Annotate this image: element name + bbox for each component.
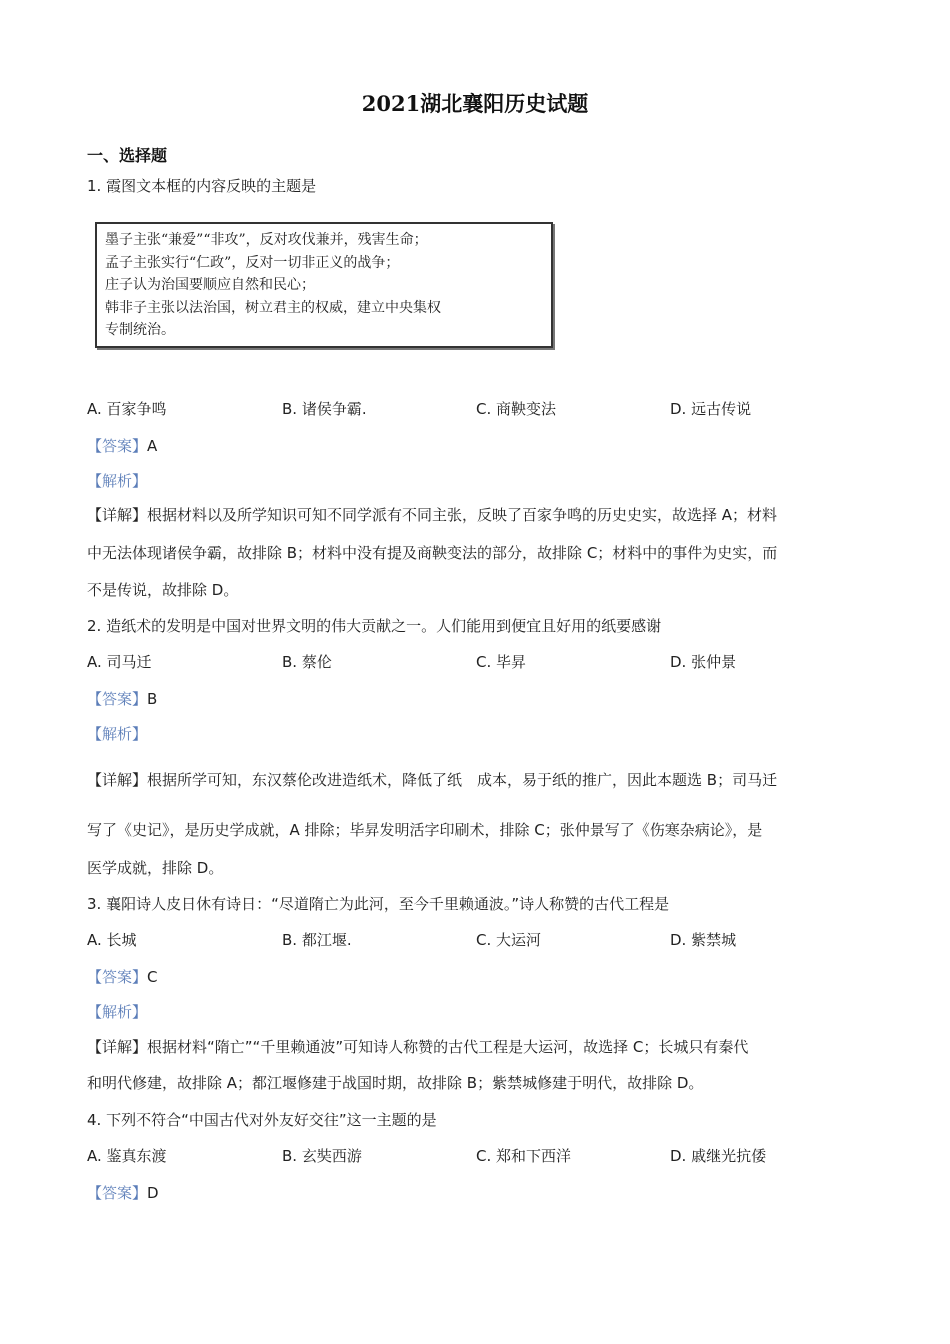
answer-tag: 【答案】: [87, 690, 148, 708]
q4-option-c: C. 郑和下西洋: [476, 1147, 572, 1165]
q1-detail-line: [87, 505, 777, 525]
q2-option-c: C. 毕昇: [476, 653, 527, 671]
q1-detail-line: 不是传说，故排除 D。: [87, 581, 239, 599]
q1-detail-line: 中无法体现诸侯争霸，故排除 B；材料中没有提及商鞅变法的部分，故排除 C；材料中的事件为史实，而: [87, 544, 778, 562]
q1-material-line: 韩非子主张以法治国，树立君主的权威，建立中央集权: [105, 299, 441, 316]
answer-tag: 【答案】: [87, 1184, 148, 1202]
detail-tag: 【详解】: [87, 1038, 148, 1056]
q3-option-d: D. 紫禁城: [670, 931, 737, 949]
q1-material-line: 墨子主张“兼爱”“非攻”，反对攻伐兼并，残害生命；: [105, 232, 428, 248]
q3-stem: 3. 襄阳诗人皮日休有诗日：“尽道隋亡为此河，至今千里赖通波。”诗人称赞的古代工程是: [87, 895, 670, 913]
detail-tag: 【详解】: [87, 771, 148, 789]
q1-option-a: A. 百家争鸣: [87, 400, 167, 418]
q4-answer: [87, 1183, 159, 1203]
q2-detail-line: [87, 770, 777, 790]
q1-stem: 1. 霞图文本框的内容反映的主题是: [87, 177, 317, 195]
q2-answer: [87, 689, 157, 709]
q3-detail-line: [87, 1037, 748, 1057]
q1-option-c: C. 商鞅变法: [476, 400, 557, 418]
q3-answer: [87, 967, 158, 987]
q3-detail-line: 和明代修建，故排除 A；都江堰修建于战国时期，故排除 B；紫禁城修建于明代，故排除 D。: [87, 1074, 704, 1092]
q2-option-d: D. 张仲景: [670, 653, 737, 671]
q2-detail-line: 医学成就，排除 D。: [87, 859, 224, 877]
q4-stem: 4. 下列不符合“中国古代对外友好交往”这一主题的是: [87, 1111, 437, 1129]
q2-detail-line: 写了《史记》，是历史学成就，A 排除；毕昇发明活字印刷术，排除 C；张仲景写了《伤寒杂病论》，是: [87, 821, 763, 839]
q1-material-line: 孟子主张实行“仁政”，反对一切非正义的战争；: [105, 254, 400, 271]
answer-tag: 【答案】: [87, 437, 148, 455]
detail-tag: 【详解】: [87, 506, 148, 524]
page-title: 2021湖北襄阳历史试题: [361, 91, 589, 116]
q3-analysis-tag: [87, 1002, 147, 1022]
section-heading: 一、选择题: [87, 146, 168, 165]
q1-material-line: 专制统治。: [105, 322, 175, 338]
q1-answer: [87, 436, 157, 456]
q3-option-a: A. 长城: [87, 931, 137, 949]
q1-material-line: 庄子认为治国要顺应自然和民心；: [105, 277, 315, 293]
answer-tag: 【答案】: [87, 968, 148, 986]
answer-value: A: [147, 437, 158, 455]
detail-text: 根据所学可知，东汉蔡伦改进造纸术，降低了纸 成本，易于纸的推广，因此本题选 B；司马迁: [147, 771, 778, 789]
analysis-tag: 【解析】: [87, 725, 148, 743]
q4-option-a: A. 鉴真东渡: [87, 1147, 167, 1165]
q3-option-c: C. 大运河: [476, 931, 542, 949]
q2-option-b: B. 蔡伦: [282, 653, 332, 671]
q4-option-d: D. 戚继光抗倭: [670, 1147, 767, 1165]
q1-option-d: D. 远古传说: [670, 400, 752, 418]
answer-value: D: [147, 1184, 159, 1202]
q1-material-box: [95, 222, 553, 348]
q1-option-b: B. 诸侯争霸.: [282, 400, 367, 418]
q3-option-b: B. 都江堰.: [282, 931, 352, 949]
detail-text: 根据材料“隋亡”“千里赖通波”可知诗人称赞的古代工程是大运河，故选择 C；长城只有秦代: [147, 1038, 749, 1056]
q1-analysis-tag: [87, 471, 147, 491]
detail-text: 根据材料以及所学知识可知不同学派有不同主张，反映了百家争鸣的历史史实，故选择 A；材料: [147, 506, 778, 524]
analysis-tag: 【解析】: [87, 1003, 148, 1021]
answer-value: B: [147, 690, 158, 708]
analysis-tag: 【解析】: [87, 472, 148, 490]
q4-option-b: B. 玄奘西游: [282, 1147, 362, 1165]
q2-option-a: A. 司马迁: [87, 653, 152, 671]
q2-analysis-tag: [87, 724, 147, 744]
answer-value: C: [147, 968, 158, 986]
q2-stem: 2. 造纸术的发明是中国对世界文明的伟大贡献之一。人们能用到便宜且好用的纸要感谢: [87, 617, 662, 635]
